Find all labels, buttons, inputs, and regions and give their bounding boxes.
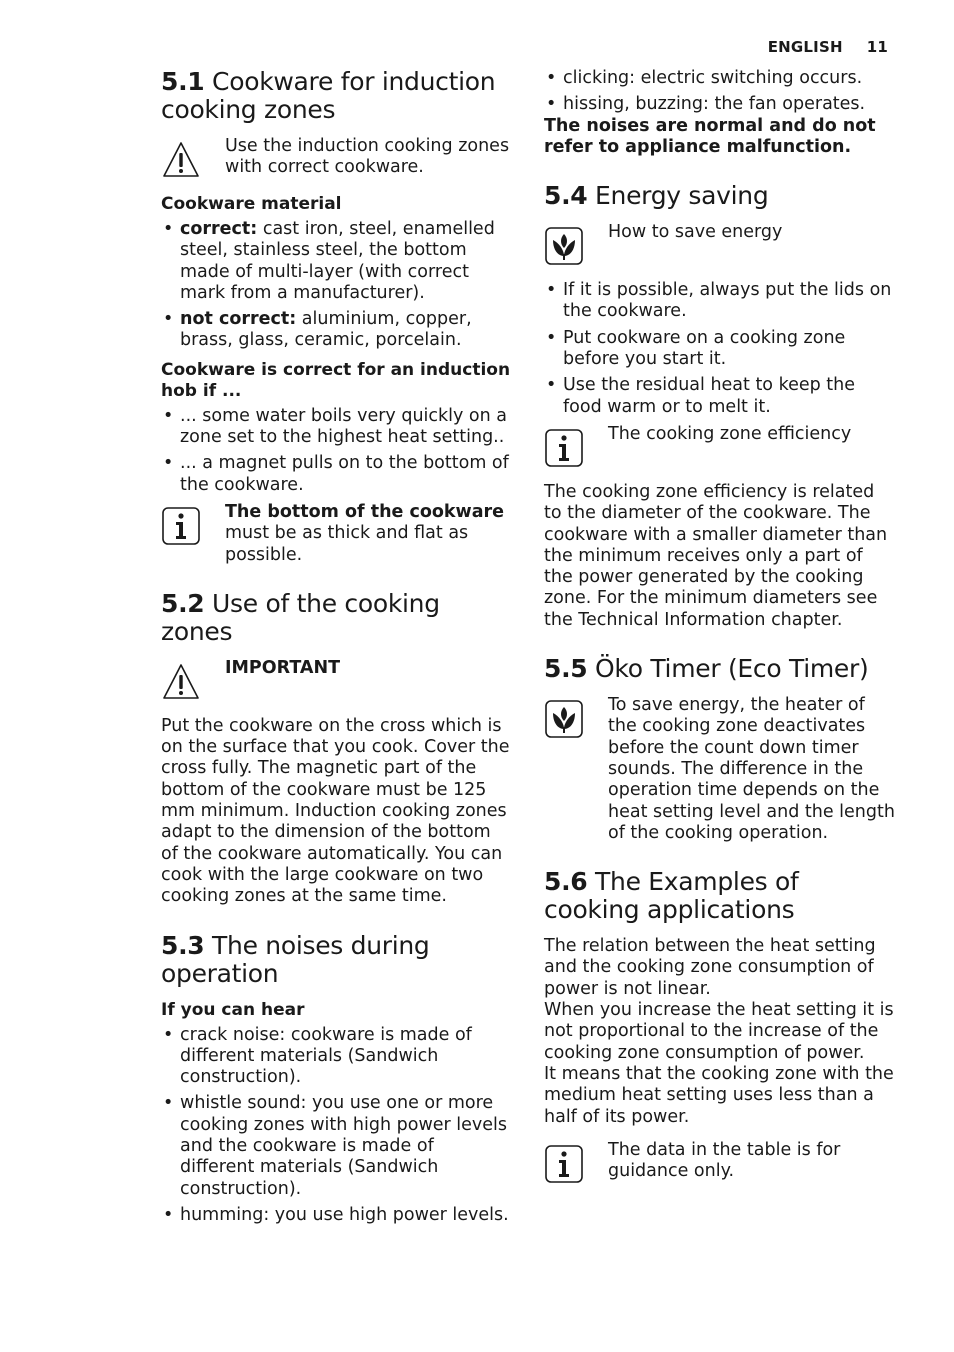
section-5-6-paragraph: When you increase the heat setting it is not proportional to the increase of the cooking zone consumption of power. — [544, 1000, 894, 1063]
list-item: • ... some water boils very quickly on a zone set to the highest heat setting.. — [161, 406, 513, 449]
section-5-2-body: Put the cookware on the cross which is on the surface that you cook. Cover the cross fully. The magnetic part of the bottom of the cookware must be 125 mm minimum. Induction cooking zones adapt to the dimension of the bottom of the cookware automatically. You can cook with the large cookware on two cooking zones at the same time. — [161, 715, 510, 907]
info-text — [225, 502, 513, 566]
section-number: 5.6 — [544, 867, 588, 897]
section-number: 5.1 — [161, 67, 205, 96]
eco-leaf-icon — [544, 699, 584, 739]
info-bold-text: The bottom of the cookware — [225, 501, 505, 522]
noises-list — [161, 1025, 513, 1227]
eco-text: How to save energy — [608, 222, 783, 243]
noises-note: The noises are normal and do not refer to appliance malfunction. — [544, 115, 876, 157]
info-note — [161, 502, 513, 566]
list-item: • ... a magnet pulls on to the bottom of the cookware. — [161, 453, 513, 496]
section-title: Öko Timer (Eco Timer) — [595, 654, 869, 684]
subheading-if-you-can-hear: If you can hear — [161, 999, 305, 1020]
warning-text: Use the induction cooking zones with correct cookware. — [225, 136, 510, 178]
section-5-4-heading — [544, 182, 896, 210]
section-5-4-body: The cooking zone efficiency is related to the diameter of the cookware. The cookware with a smaller diameter than the minimum receives only a part of the power generated by the cooking zone. For the minimum diameters see the Technical Information chapter. — [544, 481, 888, 630]
warning-note — [161, 136, 513, 180]
section-number: 5.2 — [161, 588, 205, 618]
induction-check-list — [161, 406, 513, 496]
list-item: • Put cookware on a cooking zone before you start it. — [544, 328, 896, 371]
section-number: 5.3 — [161, 930, 205, 960]
info-text: The data in the table is for guidance only. — [608, 1139, 841, 1182]
section-5-5-heading — [544, 655, 896, 683]
page-header — [768, 38, 888, 56]
eco-text: To save energy, the heater of the cooking zone deactivates before the count down timer sounds. The difference in the operation time depends on the heat setting level and the length of the cooking operation. — [608, 695, 895, 843]
eco-leaf-icon — [544, 226, 584, 266]
list-item: • Use the residual heat to keep the food warm or to melt it. — [544, 375, 896, 418]
not-correct-label: not correct: — [180, 309, 297, 330]
info-rest-text: must be as thick and flat as possible. — [225, 523, 469, 565]
not-correct-text: aluminium, copper, brass, glass, ceramic, porcelain. — [180, 309, 472, 351]
info-note — [544, 424, 896, 468]
warning-note — [161, 658, 513, 702]
section-5-6-paragraph: The relation between the heat setting and the cooking zone consumption of power is not linear. — [544, 936, 876, 999]
list-item — [161, 219, 513, 304]
info-icon — [544, 428, 584, 468]
cookware-material-list — [161, 219, 513, 352]
correct-label: correct: — [180, 219, 258, 239]
info-text: The cooking zone efficiency — [608, 423, 852, 444]
section-title: The Examples of cooking applications — [544, 867, 799, 925]
list-item: • If it is possible, always put the lids on the cookware. — [544, 280, 896, 323]
info-note — [544, 1140, 896, 1184]
section-5-3-heading — [161, 932, 513, 988]
language-label: ENGLISH — [767, 38, 843, 56]
energy-saving-list — [544, 280, 896, 418]
list-item: • whistle sound: you use one or more cooking zones with high power levels and the cookware is made of different materials (Sandwich construction). — [161, 1093, 513, 1199]
section-5-1-heading — [161, 68, 513, 124]
section-title: Cookware for induction cooking zones — [161, 67, 496, 124]
section-title: Use of the cooking zones — [161, 588, 440, 646]
list-item: • clicking: electric switching occurs. — [544, 68, 896, 89]
info-icon — [544, 1144, 584, 1184]
section-5-6-paragraph: It means that the cooking zone with the medium heat setting uses less than a half of its power. — [544, 1063, 894, 1127]
warning-triangle-icon — [161, 140, 201, 180]
right-column — [544, 68, 896, 1198]
page-number: 11 — [866, 38, 888, 56]
subheading-cookware-material: Cookware material — [161, 194, 342, 214]
section-title: Energy saving — [595, 181, 769, 211]
subheading-induction-check: Cookware is correct for an induction hob if ... — [161, 359, 511, 401]
warning-text: IMPORTANT — [225, 657, 341, 678]
left-column — [161, 68, 513, 1232]
list-item: • crack noise: cookware is made of different materials (Sandwich construction). — [161, 1025, 513, 1089]
eco-note — [544, 695, 896, 844]
correct-text: cast iron, steel, enamelled steel, stainless steel, the bottom made of multi-layer (with correct mark from a manufacturer). — [180, 219, 495, 303]
noises-list-continued — [544, 68, 896, 116]
info-icon — [161, 506, 201, 546]
section-title: The noises during operation — [161, 930, 430, 988]
warning-triangle-icon — [161, 662, 201, 702]
eco-note — [544, 222, 896, 266]
section-number: 5.4 — [544, 181, 588, 211]
list-item — [161, 309, 513, 352]
list-item: • hissing, buzzing: the fan operates. — [544, 94, 896, 115]
list-item: • humming: you use high power levels. — [161, 1205, 513, 1226]
section-number: 5.5 — [544, 654, 588, 684]
section-5-2-heading — [161, 590, 513, 646]
section-5-6-heading — [544, 868, 896, 924]
